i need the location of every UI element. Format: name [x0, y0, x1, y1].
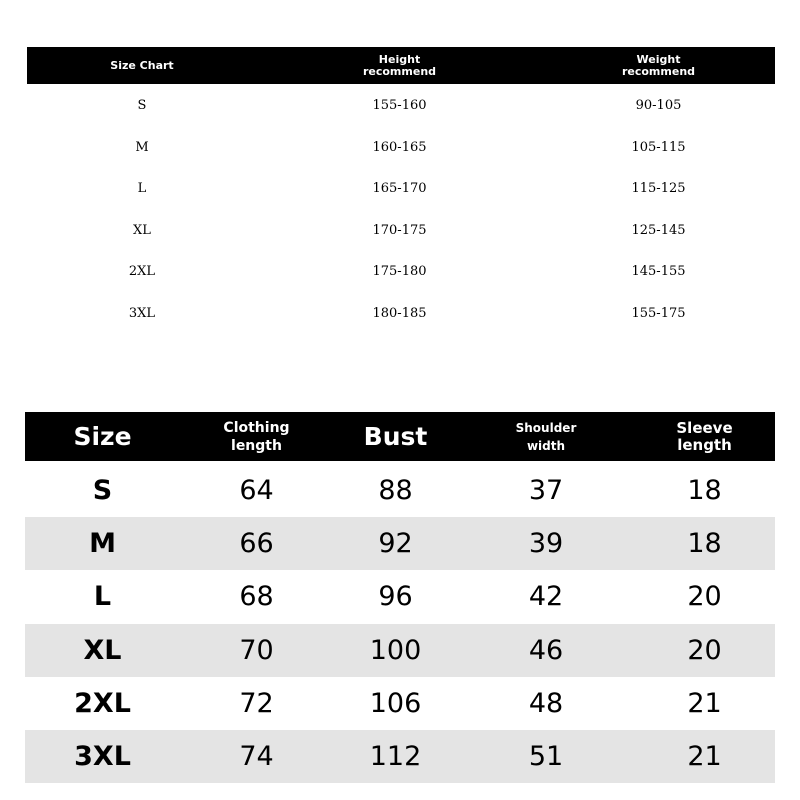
weight-cell: 105-115 — [631, 139, 686, 155]
sleeve-length-cell: 20 — [687, 634, 722, 666]
bust-cell: 112 — [369, 741, 422, 773]
weight-cell: 155-175 — [631, 305, 686, 321]
size-cell: L — [93, 581, 112, 613]
table-row — [27, 293, 775, 335]
weight-recommend-header — [542, 54, 775, 78]
bust-cell: 88 — [378, 475, 413, 507]
height-weight-header — [27, 47, 775, 84]
clothing-length-cell: 68 — [239, 581, 274, 613]
bust-cell: 96 — [378, 581, 413, 613]
height-header-line1: Height — [378, 52, 421, 66]
size-cell: S — [137, 98, 147, 114]
shoulder-width-cell: 39 — [528, 528, 564, 560]
measurement-table — [25, 412, 775, 783]
clothing-length-cell: 70 — [239, 634, 274, 666]
shoulder-width-header — [458, 419, 634, 455]
table-row — [27, 85, 775, 127]
height-cell: 175-180 — [372, 264, 427, 280]
table-row — [25, 677, 775, 730]
table-row — [25, 570, 775, 623]
size-cell: S — [92, 475, 113, 507]
shoulder-width-cell: 48 — [528, 687, 564, 719]
bust-cell: 100 — [369, 634, 422, 666]
weight-cell: 90-105 — [635, 98, 682, 114]
height-cell: 160-165 — [372, 139, 427, 155]
table-row — [27, 251, 775, 293]
height-weight-rows — [27, 85, 775, 334]
size-cell: M — [135, 139, 149, 155]
sleeve-length-cell: 18 — [687, 528, 722, 560]
size-chart-header: Size Chart — [110, 58, 174, 72]
table-row — [27, 210, 775, 252]
clothing-length-cell: 66 — [239, 528, 274, 560]
size-cell: 2XL — [128, 264, 156, 280]
size-cell: 3XL — [128, 305, 156, 321]
measurement-header — [25, 412, 775, 461]
table-row — [27, 168, 775, 210]
height-cell: 155-160 — [372, 98, 427, 114]
weight-cell: 125-145 — [631, 222, 686, 238]
sleeve-header-line2: length — [677, 435, 732, 454]
shoulder-width-cell: 42 — [528, 581, 564, 613]
weight-cell: 115-125 — [631, 181, 686, 197]
height-cell: 180-185 — [372, 305, 427, 321]
clothing-length-cell: 74 — [239, 741, 274, 773]
weight-header-line1: Weight — [636, 52, 681, 66]
bust-header: Bust — [363, 422, 428, 451]
table-row — [25, 730, 775, 783]
size-cell: XL — [83, 634, 122, 666]
clothing-header-line1: Clothing — [223, 419, 290, 436]
sleeve-header-line1: Sleeve — [676, 418, 733, 437]
shoulder-width-cell: 51 — [528, 741, 564, 773]
size-header: Size — [73, 422, 132, 451]
measurement-rows — [25, 464, 775, 783]
size-cell: L — [137, 181, 147, 197]
shoulder-header-line1: Shoulder — [515, 420, 577, 435]
table-row — [25, 464, 775, 517]
weight-cell: 145-155 — [631, 264, 686, 280]
clothing-length-header — [180, 419, 333, 455]
sleeve-length-header — [634, 420, 775, 454]
sleeve-length-cell: 21 — [687, 687, 722, 719]
shoulder-width-cell: 37 — [528, 475, 564, 507]
height-cell: 165-170 — [372, 181, 427, 197]
weight-header-line2: recommend — [621, 64, 696, 78]
size-cell: 3XL — [74, 741, 131, 773]
height-cell: 170-175 — [372, 222, 427, 238]
shoulder-header-line2: width — [526, 438, 566, 453]
table-row — [25, 624, 775, 677]
height-header-line2: recommend — [362, 64, 437, 78]
clothing-header-line2: length — [231, 437, 282, 454]
clothing-length-cell: 72 — [239, 687, 274, 719]
size-cell: XL — [133, 222, 151, 238]
table-row — [27, 127, 775, 169]
shoulder-width-cell: 46 — [528, 634, 564, 666]
table-row — [25, 517, 775, 570]
sleeve-length-cell: 20 — [687, 581, 722, 613]
size-cell: M — [89, 528, 116, 560]
sleeve-length-cell: 18 — [687, 475, 722, 507]
bust-cell: 106 — [369, 687, 422, 719]
clothing-length-cell: 64 — [239, 475, 274, 507]
sleeve-length-cell: 21 — [687, 741, 722, 773]
size-cell: 2XL — [74, 687, 131, 719]
height-weight-table — [27, 47, 775, 334]
bust-cell: 92 — [378, 528, 413, 560]
height-recommend-header — [257, 54, 542, 78]
